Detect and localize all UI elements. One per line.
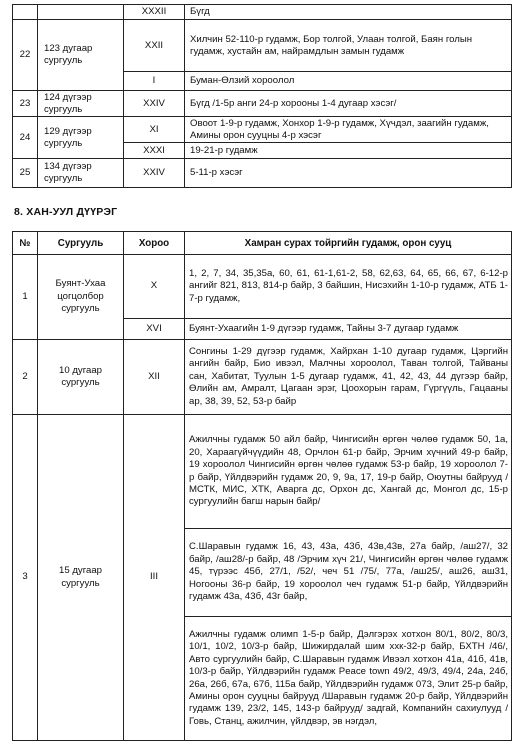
- row-number: 22: [13, 20, 38, 91]
- streets-cell: Овоот 1-9-р гудамж, Хонхор 1-9-р гудамж, Хүчдэл, заагийн гудамж, Амины орон сууцны 4-р хэсэг: [185, 117, 512, 143]
- khoroo-cell: XVI: [124, 319, 185, 340]
- school-cell: 123 дугаар сургууль: [38, 20, 124, 91]
- header-streets: Хамран сурах тойргийн гудамж, орон сууц: [185, 232, 512, 255]
- streets-cell: С.Шаравын гудамж 16, 43, 43а, 43б, 43в,43в, 27а байр, /аш27/, 32 байр, /аш28/-р байр, 48 /Эрчим хүч 21/, Чингисийн өргөн чөлөө гудамж 45, түрээс 45б, 27/1, /52/, чеч 51 /75/, 77а, /аш25/, аш26, аш31, Ногооны 36-р байр, 19 хороолол чеч гудамж 51-р байр, Үйлдвэрийн гудамж 43а, 43б, 43г байр,: [185, 529, 512, 617]
- school-cell: 124 дүгээр сургууль: [38, 91, 124, 117]
- table-row: [13, 20, 512, 72]
- streets-cell: Бүгд: [185, 5, 512, 20]
- streets-cell: Сонгины 1-29 дүгээр гудамж, Хайрхан 1-10 дугаар гудамж, Цэргийн ангийн байр, Био ивээл, Малчны хороолол, Таван толгой, Тайваны сан, Хабитат, Туулын 1-5 дугаар гудамж, 41, 42, 43, 44 дүгээр байр, Өлийн ам, Амралт, Цагаан эрэг, Цоохорын гарам, Гүргүүль, Гацааны ар, 38, 39, 52, 53-р байр: [185, 340, 512, 415]
- row-number: 2: [13, 340, 38, 415]
- khoroo-cell: XXXI: [124, 143, 185, 159]
- table-row: [13, 159, 512, 188]
- streets-cell: Ажилчны гудамж олимп 1-5-р байр, Дэлгэрэх хотхон 80/1, 80/2, 80/3, 10/1, 10/2, 10/3-р байр, Шижирдалай шим ххк-32-р байр, БХТН /46/, Авто сургуулийн байр, С.Шаравын гудамж Ивээл хотхон 41а, 41б, 41в, 10/3-р байр, Үйлдвэрийн гудамж Peace town 49/2, 49/3, 49/4, 24а, 24б, 26а, 26б, 67а, 67б, 115а байр, Үйлдвэрийн гудамж 073, Элит 25-р байр, Амины орон сууцны байрууд /Шаравын гудамж 20-р байр, Үйлдвэрийн гудамж 139, 23/2, 145, 143-р байрууд/ задгай, Компанийн сахиулууд /Говь, Станц, ажилчин, үйлдвэр, эв нэгдэл,: [185, 617, 512, 741]
- table-row: [13, 91, 512, 117]
- table-row: [13, 340, 512, 415]
- streets-cell: Хилчин 52-110-р гудамж, Бор толгой, Улаан толгой, Баян голын гудамж, хустайн ам, найрамдлын замын гудамж: [185, 20, 512, 72]
- row-number: 1: [13, 255, 38, 340]
- khoroo-cell: X: [124, 255, 185, 319]
- district-table: [12, 231, 512, 741]
- school-cell: 10 дугаар сургууль: [38, 340, 124, 415]
- streets-cell: 5-11-р хэсэг: [185, 159, 512, 188]
- streets-cell: 1, 2, 7, 34, 35,35а, 60, 61, 61-1,61-2, 58, 62,63, 64, 65, 66, 67, 6-12-р ангийг 821, 813, 814-р байр, 3 байшин, Нисэхийн 1-10-р гудамж, АТБ 1-7-р гудамж,: [185, 255, 512, 319]
- row-number: 25: [13, 159, 38, 188]
- table-row: [13, 415, 512, 529]
- header-school: Сургууль: [38, 232, 124, 255]
- khoroo-cell: XXIV: [124, 159, 185, 188]
- row-number: 23: [13, 91, 38, 117]
- table-row: [13, 255, 512, 319]
- table-row: [13, 5, 512, 20]
- school-cell: 15 дугаар сургууль: [38, 415, 124, 741]
- khoroo-cell: XII: [124, 340, 185, 415]
- section-heading: 8. ХАН-УУЛ ДҮҮРЭГ: [14, 206, 118, 218]
- school-cell: 129 дүгээр сургууль: [38, 117, 124, 159]
- top-table: [12, 4, 512, 188]
- streets-cell: Ажилчны гудамж 50 айл байр, Чингисийн өргөн чөлөө гудамж 50, 1а, 20, Хараагүйчүүдийн 48, Орчлон 61-р байр, Эрчим хүчний 49-р байр, 19 хороолол Чингисийн өргөн чөлөө гудамж 53-р байр, 19 хороолол 7-р байр, Үйлдвэрийн гудамж 20, 9, 9а, 17, 19-р байр, Оюутны байрууд /МСТК, МИС, ХТК, Аварга дс, Орхон дс, Хангай дс, Монгол дс, 15-р сургуулийн багш нарын байр/: [185, 415, 512, 529]
- table-row: [13, 117, 512, 143]
- school-cell: Буянт-Ухаа цогцолбор сургууль: [38, 255, 124, 340]
- header-khoroo: Хороо: [124, 232, 185, 255]
- header-no: №: [13, 232, 38, 255]
- khoroo-cell: XXIV: [124, 91, 185, 117]
- khoroo-cell: I: [124, 72, 185, 91]
- table-header-row: [13, 232, 512, 255]
- streets-cell: Буянт-Ухаагийн 1-9 дүгээр гудамж, Тайны 3-7 дугаар гудамж: [185, 319, 512, 340]
- row-number: 24: [13, 117, 38, 159]
- khoroo-cell: III: [124, 415, 185, 741]
- khoroo-cell: XXXII: [124, 5, 185, 20]
- khoroo-cell: XI: [124, 117, 185, 143]
- streets-cell: Бүгд /1-5р анги 24-р хорооны 1-4 дугаар хэсэг/: [185, 91, 512, 117]
- school-cell: 134 дүгээр сургууль: [38, 159, 124, 188]
- streets-cell: Буман-Өлзий хороолол: [185, 72, 512, 91]
- khoroo-cell: XXII: [124, 20, 185, 72]
- row-number: 3: [13, 415, 38, 741]
- streets-cell: 19-21-р гудамж: [185, 143, 512, 159]
